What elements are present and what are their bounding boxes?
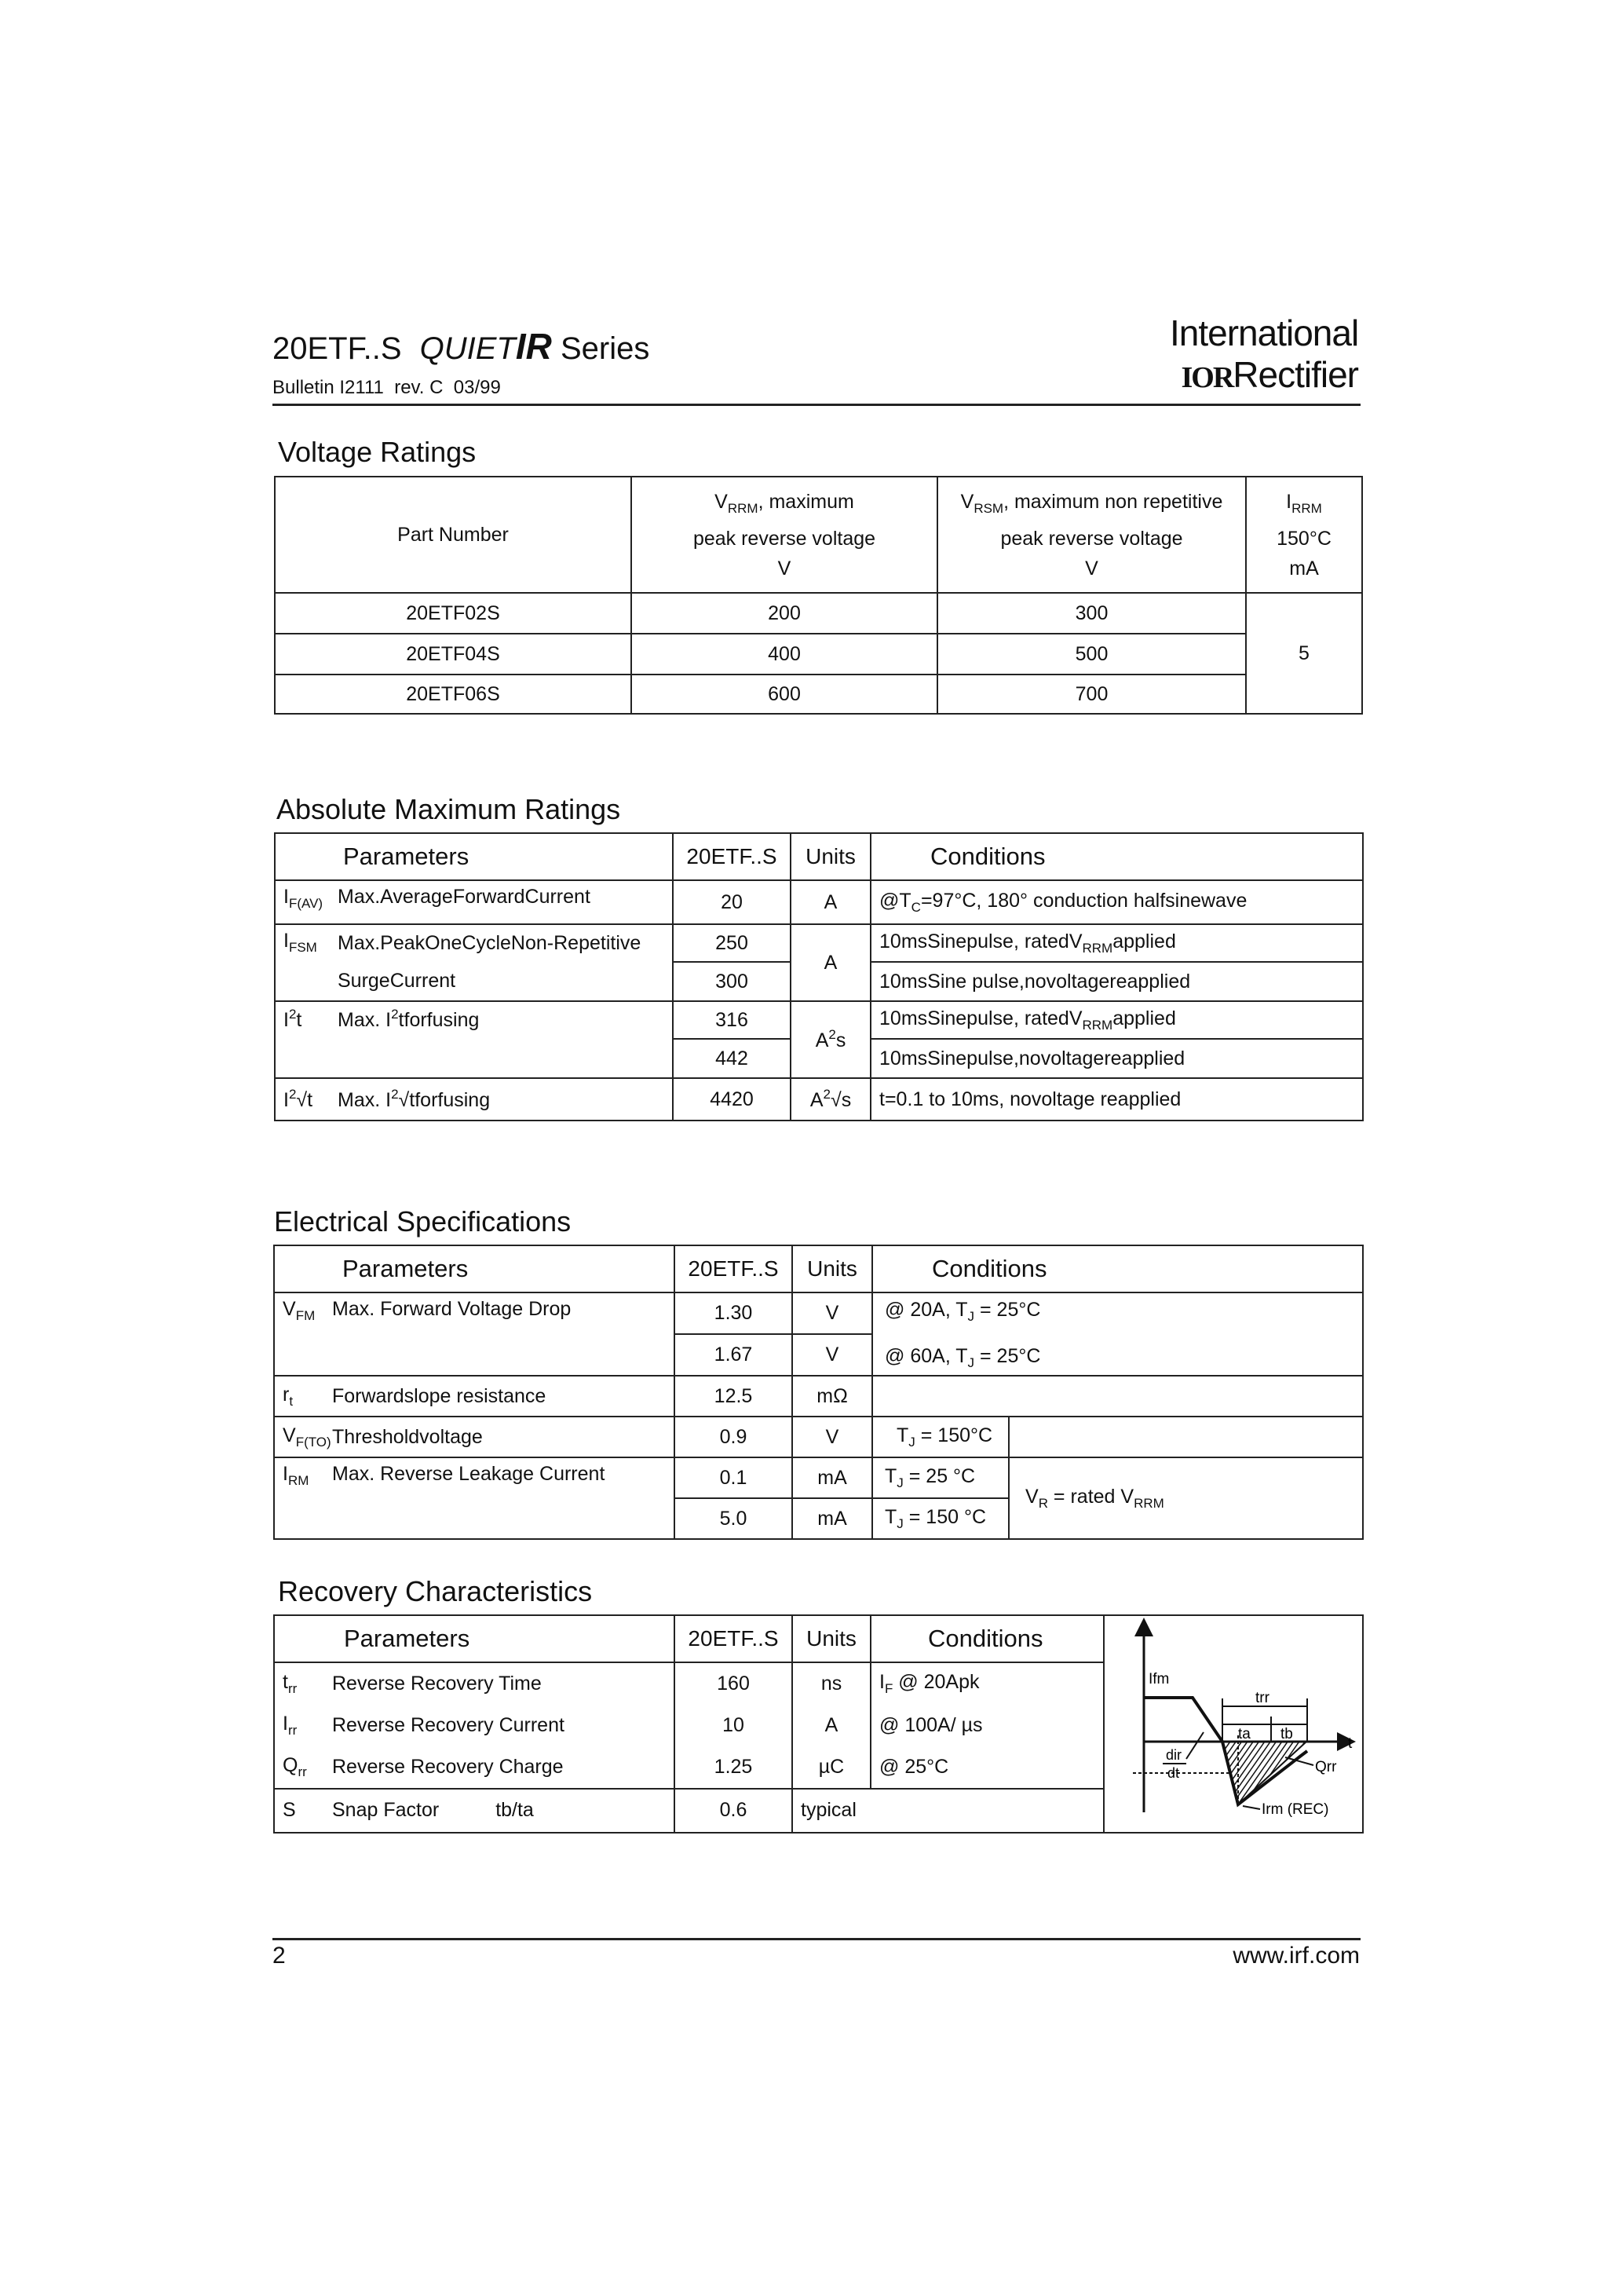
unit: mΩ [792, 1376, 872, 1417]
param-threshold-voltage: Thresholdvoltage [324, 1417, 674, 1457]
condition-tj: $T_J = 150^\circ C$ [872, 1417, 1009, 1457]
value: 300 [673, 962, 791, 1001]
title-prefix: 20ETF..S [272, 331, 402, 366]
header-irrm: $I_{RRM}$ 150°C mA [1246, 477, 1362, 593]
cell-vrsm: 500 [937, 634, 1246, 675]
symbol-vfto: $V_{F(TO)}$ [274, 1417, 324, 1457]
table-row [275, 1078, 1363, 1121]
condition-empty [872, 1376, 1363, 1417]
title-suffix: Series [561, 331, 650, 366]
header-value: 20ETF..S [674, 1245, 792, 1292]
param-recovery-charge: Reverse Recovery Charge [324, 1746, 674, 1789]
header-units: Units [791, 833, 871, 880]
header-vrsm: $V_{RSM}$, maximum non repetitive peak reverse voltage V [937, 477, 1246, 593]
header-conditions: Conditions [872, 1245, 1363, 1292]
label-irm-rec: Irm (REC) [1262, 1801, 1329, 1818]
irm-pointer [1243, 1806, 1260, 1809]
symbol-qrr: $Q_{rr}$ [274, 1746, 324, 1789]
param-i2t-fusing: Max. $I^2tforfusing$ [330, 1001, 673, 1078]
symbol-rt: $r_t$ [274, 1376, 324, 1417]
condition-vfm: @ 20A, $T_J = 25^\circ C$ @ 60A, $T_J = 25^\circ C$ [872, 1292, 1363, 1376]
page-number: 2 [272, 1943, 286, 1969]
unit: $A^2s$ [791, 1001, 871, 1078]
symbol-ifsm: $I_{FSM}$ [275, 924, 330, 1001]
condition-vr-rated: $V_R$ = rated $V_{RRM}$ [1009, 1457, 1363, 1539]
table-row [275, 634, 1362, 675]
voltage-ratings-title: Voltage Ratings [278, 436, 477, 468]
unit: V [792, 1417, 872, 1457]
value: 12.5 [674, 1376, 792, 1417]
logo-mark: IOR [1181, 361, 1233, 394]
param-surge-current: SurgeCurrent [330, 962, 673, 1001]
cell-part: 20ETF04S [275, 634, 631, 675]
unit: $A^2√s$ [791, 1078, 871, 1121]
condition: @ 100A/ µs [871, 1705, 1104, 1747]
param-recovery-time: Reverse Recovery Time [324, 1662, 674, 1705]
value: 1.67 [674, 1334, 792, 1376]
table-row [274, 1417, 1363, 1457]
footer-rule [272, 1938, 1361, 1940]
unit: A [791, 924, 871, 1001]
value: 0.1 [674, 1457, 792, 1498]
header-value: 20ETF..S [673, 833, 791, 880]
cell-part: 20ETF06S [275, 675, 631, 714]
condition: @ 25°C [871, 1746, 1104, 1789]
header-conditions: Conditions [871, 1615, 1104, 1662]
param-peak-one-cycle: Max.PeakOneCycleNon-Repetitive [330, 924, 673, 962]
label-tb: tb [1280, 1726, 1293, 1742]
header-part-number: Part Number [275, 477, 631, 593]
condition-tj-25: $T_J = 25$ °C [872, 1457, 1009, 1498]
table-row [275, 1001, 1363, 1039]
symbol-irm: $I_{RM}$ [274, 1457, 324, 1539]
recovery-waveform-diagram [1104, 1615, 1363, 1833]
condition: 10msSinepulse,novoltagereapplied [871, 1039, 1363, 1078]
param-snap-factor: Snap Factor tb/ta [324, 1789, 674, 1833]
value: 0.9 [674, 1417, 792, 1457]
value: 1.30 [674, 1292, 792, 1334]
logo-line1: International [1170, 313, 1359, 353]
table-row [274, 1376, 1363, 1417]
label-trr: trr [1255, 1690, 1269, 1706]
symbol-ifav: $I_{F(AV)}$ [275, 880, 330, 924]
label-ta: ta [1238, 1726, 1251, 1742]
qrr-hatched-area [1222, 1742, 1306, 1804]
condition: 10msSinepulse, ratedV$_{RRM}$applied [871, 924, 1363, 962]
table-row [274, 1292, 1363, 1334]
param-slope-resistance: Forwardslope resistance [324, 1376, 674, 1417]
unit: A [792, 1705, 871, 1747]
header-units: Units [792, 1245, 872, 1292]
label-ifm: Ifm [1149, 1671, 1170, 1687]
voltage-ratings-table [274, 476, 1363, 715]
label-dt: dt [1167, 1765, 1180, 1781]
recovery-table [273, 1614, 1364, 1834]
condition: $@T_C=97^\circ C$, 180° conduction halfsinewave [871, 880, 1363, 924]
label-qrr: Qrr [1315, 1759, 1337, 1775]
logo-line2-row [1170, 353, 1358, 396]
value: 4420 [673, 1078, 791, 1121]
label-t: t [1348, 1735, 1353, 1752]
table-row [275, 675, 1362, 714]
electrical-table [273, 1245, 1364, 1540]
cell-irrm: 5 [1246, 593, 1362, 714]
value: 442 [673, 1039, 791, 1078]
symbol-s: S [274, 1789, 324, 1833]
cell-vrrm: 200 [631, 593, 937, 634]
label-dir: dir [1166, 1747, 1182, 1763]
cell-vrrm: 600 [631, 675, 937, 714]
absmax-title: Absolute Maximum Ratings [276, 793, 621, 825]
title-quiet: QUIET [419, 331, 516, 366]
table-row [275, 593, 1362, 634]
param-avg-forward-current: Max.AverageForwardCurrent [330, 880, 673, 924]
unit: V [792, 1292, 872, 1334]
condition-blank [1009, 1417, 1363, 1457]
value: 20 [673, 880, 791, 924]
condition: 10msSine pulse,novoltagereapplied [871, 962, 1363, 1001]
symbol-trr: $t_{rr}$ [274, 1662, 324, 1705]
website-url: www.irf.com [1233, 1943, 1360, 1969]
cell-vrsm: 700 [937, 675, 1246, 714]
table-row [274, 1457, 1363, 1498]
condition: t=0.1 to 10ms, novoltage reapplied [871, 1078, 1363, 1121]
header-value: 20ETF..S [674, 1615, 792, 1662]
value: 250 [673, 924, 791, 962]
param-reverse-leakage: Max. Reverse Leakage Current [324, 1457, 674, 1539]
title-ir: IR [515, 326, 552, 367]
electrical-title: Electrical Specifications [274, 1205, 572, 1238]
bulletin-text: Bulletin I2111 rev. C 03/99 [272, 377, 501, 398]
unit: V [792, 1334, 872, 1376]
company-logo [1170, 313, 1358, 396]
unit: ns [792, 1662, 871, 1705]
header-rule [272, 404, 1361, 406]
cell-vrrm: 400 [631, 634, 937, 675]
value: 5.0 [674, 1498, 792, 1539]
header-vrrm: $V_{RRM}$, maximum peak reverse voltage V [631, 477, 937, 593]
unit: mA [792, 1498, 872, 1539]
document-title [272, 325, 649, 367]
condition: $I_F$ @ 20Apk [871, 1662, 1104, 1705]
recovery-title: Recovery Characteristics [278, 1575, 593, 1607]
param-recovery-current: Reverse Recovery Current [324, 1705, 674, 1747]
symbol-i2rt: $I^2√t$ [275, 1078, 330, 1121]
symbol-vfm: $V_{FM}$ [274, 1292, 324, 1376]
unit: A [791, 880, 871, 924]
waveform-svg [1105, 1616, 1364, 1826]
header-conditions: Conditions [871, 833, 1363, 880]
table-row [275, 924, 1363, 962]
symbol-irr: $I_{rr}$ [274, 1705, 324, 1747]
condition: 10msSinepulse, ratedV$_{RRM}$applied [871, 1001, 1363, 1039]
condition-tj-150: $T_J = 150$ °C [872, 1498, 1009, 1539]
value: 10 [674, 1705, 792, 1747]
value: 0.6 [674, 1789, 792, 1833]
value: 160 [674, 1662, 792, 1705]
header-parameters: Parameters [274, 1615, 674, 1662]
param-forward-voltage-drop: Max. Forward Voltage Drop [324, 1292, 674, 1376]
param-i2rt-fusing: Max. $I^2√tforfusing$ [330, 1078, 673, 1121]
value: 1.25 [674, 1746, 792, 1789]
unit: mA [792, 1457, 872, 1498]
header-parameters: Parameters [274, 1245, 674, 1292]
unit: µC [792, 1746, 871, 1789]
unit-typical: typical [792, 1789, 1104, 1833]
table-row [275, 880, 1363, 924]
logo-line2: Rectifier [1233, 354, 1358, 395]
absmax-table [274, 832, 1364, 1121]
symbol-i2t: $I^2t$ [275, 1001, 330, 1078]
cell-vrsm: 300 [937, 593, 1246, 634]
value: 316 [673, 1001, 791, 1039]
header-units: Units [792, 1615, 871, 1662]
cell-part: 20ETF02S [275, 593, 631, 634]
dir-dt-pointer [1186, 1732, 1204, 1759]
header-parameters: Parameters [275, 833, 673, 880]
